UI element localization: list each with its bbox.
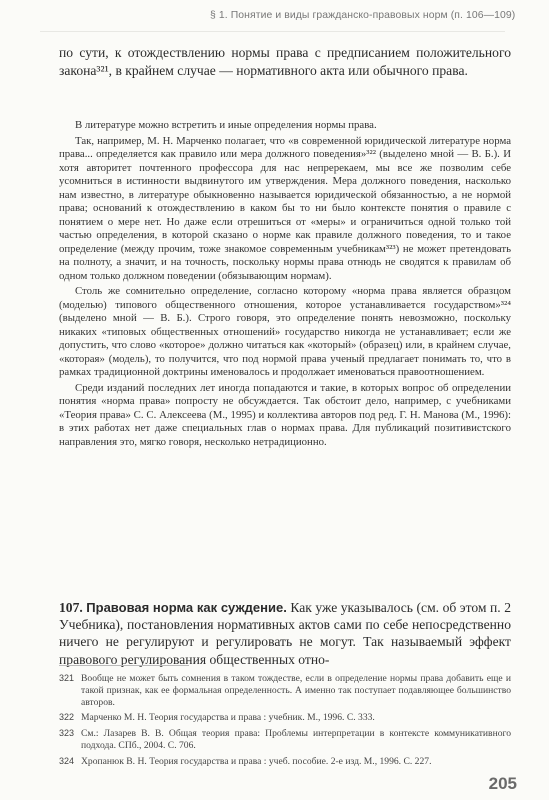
small-paragraph: Среди изданий последних лет иногда попадаются и такие, в которых вопрос об определении понятия «норма права» попросту не обсуждается. Так обстоит дело, например, с учебниками «Теория права» С. С. Алексеева (М., 1995) и коллектива авторов под ред. Г. Н. Манова (М., 1996): в этих работах нет даже специальных глав о нормах права. Для публикаций позитивистского направления это, мягко говоря, несколько нетрадиционно. [59, 381, 511, 448]
small-paragraph: Столь же сомнительно определение, согласно которому «норма права является образцом (моделью) типового общественного отношения, которое устанавливается государством»³²⁴ (выделено мной — В. Б.). Строго говоря, это определение понять невозможно, поскольку никаких «типовых общественных отношений» государство никогда не устанавливает; если же допустить, что слово «которое» должно читаться как «который» (образец) или, в крайнем случае, «которая» (модель), то получится, что под нормой права ученый предлагает понимать то, что в рамках традиционной доктрины именовалось и продолжает именоваться правоотношением. [59, 285, 511, 378]
footnotes [59, 673, 511, 772]
footnote [59, 673, 511, 708]
footnote-rule [59, 665, 189, 666]
footnote-number: 323 [59, 728, 75, 739]
footnote [59, 712, 511, 724]
footnote [59, 728, 511, 752]
section-107 [59, 599, 511, 668]
footnote-text: Марченко М. Н. Теория государства и права : учебник. М., 1996. С. 333. [81, 712, 375, 724]
running-header: § 1. Понятие и виды гражданско-правовых норм (п. 106—109) [210, 10, 516, 21]
lead-paragraph: по сути, к отождествлению нормы права с предписанием положительного закона³²¹, в крайнем случае — нормативного акта или обычного права. [59, 45, 511, 78]
footnote-text: Хропанюк В. Н. Теория государства и права : учеб. пособие. 2-е изд. М., 1996. С. 227. [81, 755, 432, 767]
footnote-number: 321 [59, 673, 75, 683]
section-number: 107. [59, 600, 83, 615]
page-number: 205 [488, 774, 517, 793]
footnote-number: 324 [59, 755, 75, 766]
footnote-number: 322 [59, 712, 75, 723]
section-title: Правовая норма как суждение. [86, 600, 287, 615]
small-print-block [59, 119, 511, 449]
section-text: Как уже указывалось (см. об этом п. 2 Учебника), постановления нормативных актов сами по себе непосредственно ничего не регулируют и регулировать не могут. Так называемый эффект правового регулирования общественных отно- [59, 600, 511, 667]
footnote-text: См.: Лазарев В. В. Общая теория права: Проблемы интерпретации в контексте коммуникативного подхода. СПб., 2004. С. 706. [81, 728, 511, 751]
small-paragraph: Так, например, М. Н. Марченко полагает, что «в современной юридической литературе норма права... определяется как правило или мера должного поведения»³²² (выделено мной — В. Б.). И хотя авторитет почтенного профессора для нас непререкаем, мы все же позволим себе усомниться в истинности выдвинутого им утверждения. Мера должного поведения, насколько нам известно, в литературе обыкновенно называется юридической обязанностью, а не нормой права; оснований к отождествлению в каком бы то ни было контексте понятия о правиле с понятием о мере нет. Но даже если отрешиться от «меры» и ограничиться одной только той частью определения, в которой сказано о норме как правиле должного поведения, то и такое определение (между прочим, тоже знакомое современным учебникам³²³) не может претендовать на полноту, а значит, и на точность, поскольку нормы права отнюдь не сводятся к правилам об одном только должном поведении (обязывающим нормам). [59, 134, 511, 282]
header-rule [40, 31, 505, 32]
footnote [59, 756, 511, 768]
small-paragraph: В литературе можно встретить и иные определения нормы права. [75, 119, 377, 131]
footnote-text: Вообще не может быть сомнения в таком тождестве, если в определение нормы права добавить еще и такой признак, как ее формальная определенность. А именно так поступает подавляющее большинство авторов. [81, 673, 511, 708]
